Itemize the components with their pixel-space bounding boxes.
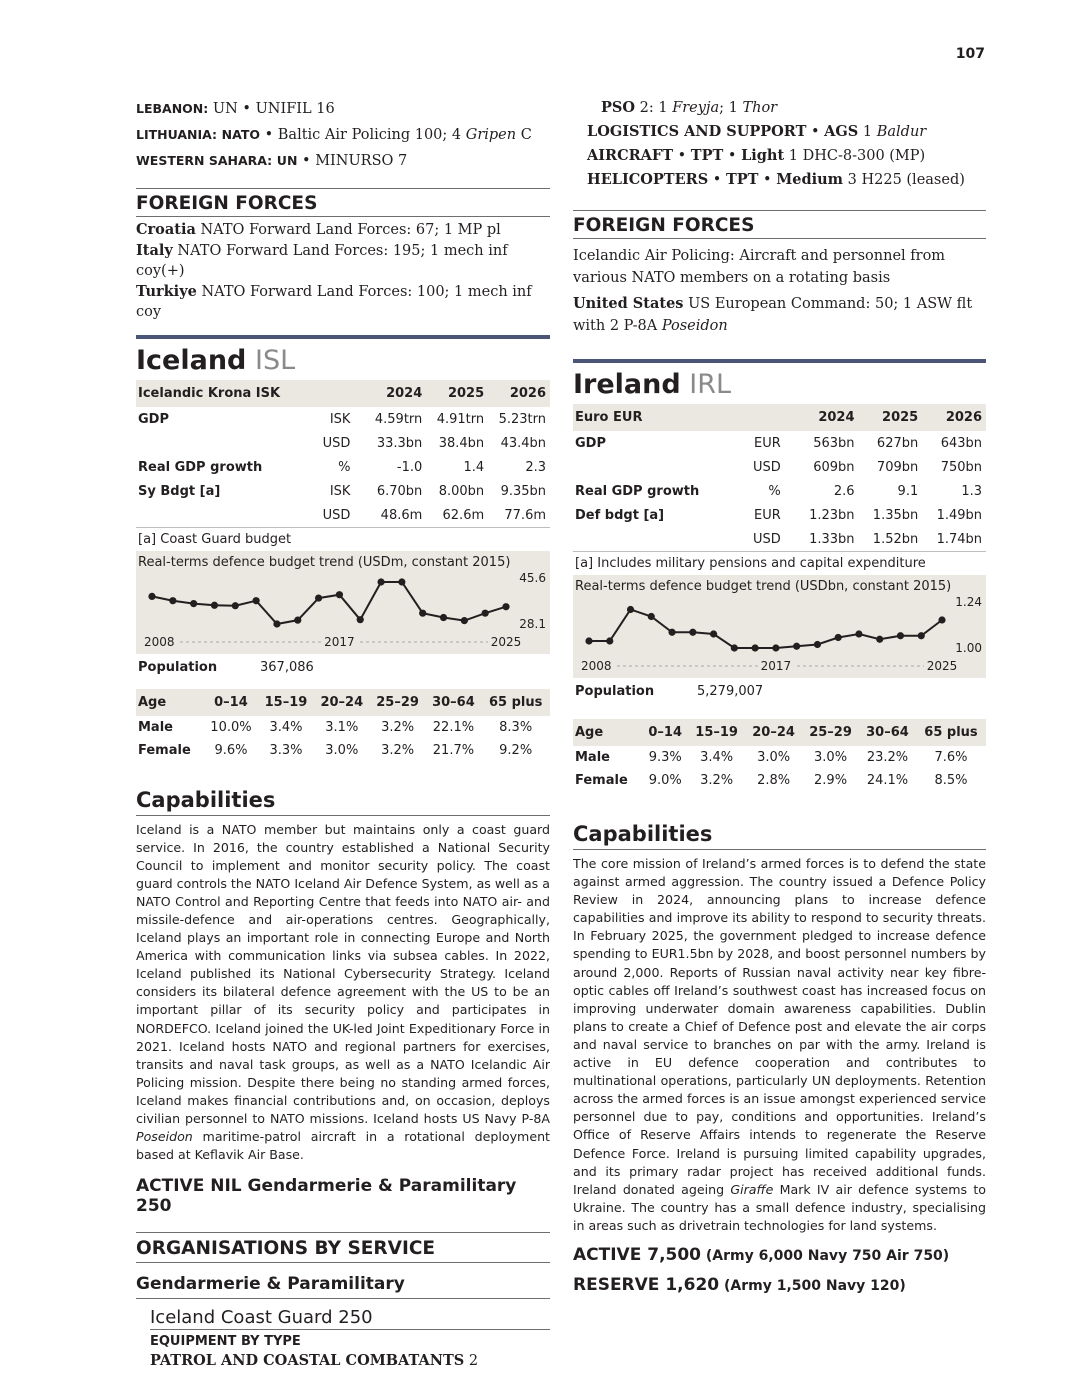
ireland-trend-svg: [573, 594, 986, 678]
ireland-data-point: [627, 606, 634, 613]
deployment-western-sahara: WESTERN SAHARA: UN • MINURSO 7: [136, 153, 408, 169]
iceland-data-point: [419, 609, 426, 616]
ireland-capabilities-text: The core mission of Ireland’s armed forces is to defend the state against armed aggression. The country issued a Defence Policy Review in 2024, announcing plans to increase defence capabilities and improve its ability to respond to security threats. In February 2025, the government pledged to increase defence spending to EUR1.5bn by 2028, and boost personnel numbers by around 2,000. Reports of Russian naval activity near key fibre-optic cables off Ireland’s southwest coast has increased focus on improving underwater domain awareness capabilities. Dublin plans to create a Chief of Defence post and elevate the air corps and naval service to branches on par with the army. Ireland is active in EU defence cooperation and contributes to multinational operations, particularly UN deployments. Retention across the armed forces is an issue amongst experienced service personnel due to pay, conditions and opportunities. Ireland’s Office of Reserve Affairs intends to regenerate the Reserve Defence Force. Ireland is pursuing limited capability upgrades, and its primary radar project has received additional funds. Ireland donated ageing Giraffe Mark IV air defence systems to Ukraine. The country has a small defence industry, specialising in areas such as drivetrain technologies for land systems.: [573, 856, 987, 1233]
deployment-lebanon: LEBANON: UN • UNIFIL 16: [136, 101, 335, 117]
table-row: Def bdgt [a] EUR 1.23bn 1.35bn 1.49bn: [575, 508, 982, 523]
coast-guard-heading: Iceland Coast Guard 250: [150, 1305, 550, 1330]
ireland-data-point: [606, 637, 613, 644]
organisations-heading: ORGANISATIONS BY SERVICE: [136, 1232, 550, 1263]
x-tick-label: 2017: [760, 659, 792, 673]
ireland-data-point: [752, 644, 759, 651]
pso-line: PSO 2: 1 Freyja; 1 Thor: [601, 99, 778, 116]
iceland-economic-table: Icelandic Krona ISK 2024 2025 2026 GDP ISK 4.59trn 4.91trn 5.23trn USD 33.3bn 38.4bn 43.4bn Real GDP growth % -1.0 1.4 2.3 Sy Bdgt [a] ISK 6.70bn 8.00bn 9.35bn USD 48.6m 62.6m 77.6m: [136, 380, 550, 527]
iceland-data-point: [169, 597, 176, 604]
ireland-data-point: [772, 644, 779, 651]
ireland-data-point: [585, 637, 592, 644]
iceland-capabilities-heading: Capabilities: [136, 788, 550, 816]
ireland-data-point: [876, 636, 883, 643]
table-row: Real GDP growth % 2.6 9.1 1.3: [575, 484, 982, 499]
table-row: USD 33.3bn 38.4bn 43.4bn: [322, 435, 546, 451]
iceland-data-point: [377, 578, 384, 585]
ireland-data-point: [897, 632, 904, 639]
x-tick-label: 2025: [490, 634, 522, 649]
deployments: [136, 96, 550, 174]
iceland-data-point: [502, 603, 509, 610]
patrol-combatants: PATROL AND COASTAL COMBATANTS 2: [150, 1352, 479, 1370]
table-row: USD 48.6m 62.6m 77.6m: [322, 507, 546, 523]
ireland-series-line: [589, 610, 942, 649]
iceland-trend-chart: [136, 551, 550, 654]
y-min-label: 1.00: [955, 641, 982, 655]
country-title-iceland: Iceland ISL: [136, 344, 296, 376]
chart-title: Real-terms defence budget trend (USDbn, constant 2015): [575, 579, 952, 594]
ireland-active-strength: ACTIVE 7,500 (Army 6,000 Navy 750 Air 750): [573, 1244, 950, 1265]
ireland-data-point: [855, 630, 862, 637]
logistics-line: LOGISTICS AND SUPPORT • AGS 1 Baldur: [587, 123, 927, 140]
x-tick-label: 2025: [926, 659, 958, 673]
iceland-data-point: [148, 592, 155, 599]
ireland-reserve-strength: RESERVE 1,620 (Army 1,500 Navy 120): [573, 1274, 906, 1295]
page-number: 107: [955, 46, 985, 62]
iceland-population: Population 367,086: [138, 659, 314, 675]
ireland-data-point: [648, 613, 655, 620]
iceland-data-point: [232, 602, 239, 609]
ireland-data-point: [814, 641, 821, 648]
table-row: USD 609bn 709bn 750bn: [752, 460, 982, 475]
iceland-trend-svg: [136, 570, 550, 654]
chart-title: Real-terms defence budget trend (USDm, constant 2015): [138, 554, 511, 570]
table-row: Male 9.3% 3.4% 3.0% 3.0% 23.2% 7.6%: [575, 750, 968, 765]
ireland-trend-chart: [573, 575, 986, 678]
foreign-force-turkiye: Turkiye NATO Forward Land Forces: 100; 1 mech inf coy: [136, 282, 532, 320]
ireland-data-point: [731, 644, 738, 651]
left-column: [136, 96, 550, 1373]
foreign-force-iap: Icelandic Air Policing: Aircraft and personnel from various NATO members on a rotating basis: [573, 248, 946, 286]
iceland-age-table: Age 0–14 15–19 20–24 25–29 30–64 65 plus Male 10.0% 3.4% 3.1% 3.2% 22.1% 8.3% Female 9.6% 3.3% 3.0% 3.2% 21.7% 9.2%: [136, 689, 550, 762]
table-row: USD 1.33bn 1.52bn 1.74bn: [752, 532, 982, 547]
iceland-budget-note: [a] Coast Guard budget: [136, 527, 550, 551]
y-max-label: 45.6: [519, 570, 546, 585]
iceland-data-point: [440, 613, 447, 620]
table-row: GDP EUR 563bn 627bn 643bn: [575, 436, 982, 451]
iceland-series-line: [152, 582, 506, 624]
iceland-data-point: [211, 601, 218, 608]
deployment-lithuania: LITHUANIA: NATO • Baltic Air Policing 100; 4 Gripen C: [136, 127, 532, 143]
x-tick-label: 2017: [324, 634, 355, 649]
ireland-data-point: [668, 629, 675, 636]
x-tick-label: 2008: [144, 634, 175, 649]
iceland-data-point: [461, 617, 468, 624]
table-row: Sy Bdgt [a] ISK 6.70bn 8.00bn 9.35bn: [138, 483, 546, 499]
iceland-data-point: [273, 620, 280, 627]
ireland-capabilities-heading: Capabilities: [573, 822, 986, 850]
foreign-force-italy: Italy NATO Forward Land Forces: 195; 1 mech inf coy(+): [136, 241, 508, 279]
iceland-data-point: [336, 591, 343, 598]
iceland-data-point: [315, 594, 322, 601]
iceland-data-point: [294, 616, 301, 623]
foreign-forces-heading: FOREIGN FORCES: [136, 188, 550, 217]
ireland-data-point: [710, 630, 717, 637]
iceland-data-point: [253, 597, 260, 604]
country-title-ireland: Ireland IRL: [573, 369, 732, 400]
ireland-age-table: Age 0–14 15–19 20–24 25–29 30–64 65 plus Male 9.3% 3.4% 3.0% 3.0% 23.2% 7.6% Female 9.0% 3.2% 2.8% 2.9% 24.1% 8.5%: [573, 719, 986, 792]
foreign-forces-heading: FOREIGN FORCES: [573, 210, 986, 239]
right-column: [573, 96, 986, 1295]
ireland-population: Population 5,279,007: [575, 684, 764, 699]
ireland-data-point: [689, 629, 696, 636]
ireland-data-point: [938, 616, 945, 623]
equipment-heading: EQUIPMENT BY TYPE: [150, 1334, 301, 1350]
aircraft-line: AIRCRAFT • TPT • Light 1 DHC-8-300 (MP): [587, 147, 926, 164]
gendarmerie-heading: Gendarmerie & Paramilitary: [136, 1271, 550, 1299]
iceland-active-strength: ACTIVE NIL Gendarmerie & Paramilitary 250: [136, 1176, 517, 1217]
foreign-force-croatia: Croatia NATO Forward Land Forces: 67; 1 MP pl: [136, 221, 501, 238]
table-row: Female 9.6% 3.3% 3.0% 3.2% 21.7% 9.2%: [138, 742, 533, 758]
table-row: Real GDP growth % -1.0 1.4 2.3: [138, 459, 546, 475]
ireland-data-point: [835, 634, 842, 641]
iceland-capabilities-text: Iceland is a NATO member but maintains only a coast guard service. In 2016, the country established a National Security Council to implement and monitor security policy. The coast guard controls the NATO Iceland Air Defence System, as well as a NATO Control and Reporting Centre that feeds into NATO air- and missile-defence and air-operations centres. Geographically, Iceland plays an important role in connecting Europe and North America with communication links via subsea cables. In 2022, Iceland published its National Cybersecurity Strategy. Iceland considers its bilateral defence agreement with the US to be an important pillar of its security policy and participates in NORDEFCO. Iceland joined the UK-led Joint Expeditionary Force in 2021. Iceland hosts NATO and regional partners for exercises, transits and naval task groups, as well as a NATO Icelandic Air Policing mission. Despite there being no standing armed forces, Iceland makes financial contributions and, on occasion, deploys civilian personnel to NATO missions. Iceland hosts US Navy P-8A Poseidon maritime-patrol aircraft in a rotational deployment based at Keflavik Air Base.: [136, 821, 550, 1163]
ireland-economic-table: Euro EUR 2024 2025 2026 GDP EUR 563bn 627bn 643bn USD 609bn 709bn 750bn Real GDP growth % 2.6 9.1 1.3 Def bdgt [a] EUR 1.23bn 1.35bn 1.49bn USD 1.33bn 1.52bn 1.74bn: [573, 404, 986, 551]
table-row: Female 9.0% 3.2% 2.8% 2.9% 24.1% 8.5%: [575, 773, 968, 788]
iceland-data-point: [398, 578, 405, 585]
table-row: GDP ISK 4.59trn 4.91trn 5.23trn: [138, 411, 546, 427]
foreign-force-us: United States US European Command: 50; 1 ASW flt with 2 P-8A Poseidon: [573, 295, 973, 334]
ireland-budget-note: [a] Includes military pensions and capital expenditure: [573, 551, 986, 575]
y-max-label: 1.24: [955, 595, 982, 609]
ireland-data-point: [793, 643, 800, 650]
y-min-label: 28.1: [519, 616, 546, 631]
iceland-data-point: [357, 616, 364, 623]
iceland-data-point: [482, 609, 489, 616]
x-tick-label: 2008: [581, 659, 612, 673]
foreign-forces-list: [136, 217, 550, 323]
table-row: Male 10.0% 3.4% 3.1% 3.2% 22.1% 8.3%: [138, 719, 533, 735]
iceland-data-point: [190, 600, 197, 607]
helicopters-line: HELICOPTERS • TPT • Medium 3 H225 (leased): [587, 171, 965, 188]
ireland-data-point: [918, 632, 925, 639]
